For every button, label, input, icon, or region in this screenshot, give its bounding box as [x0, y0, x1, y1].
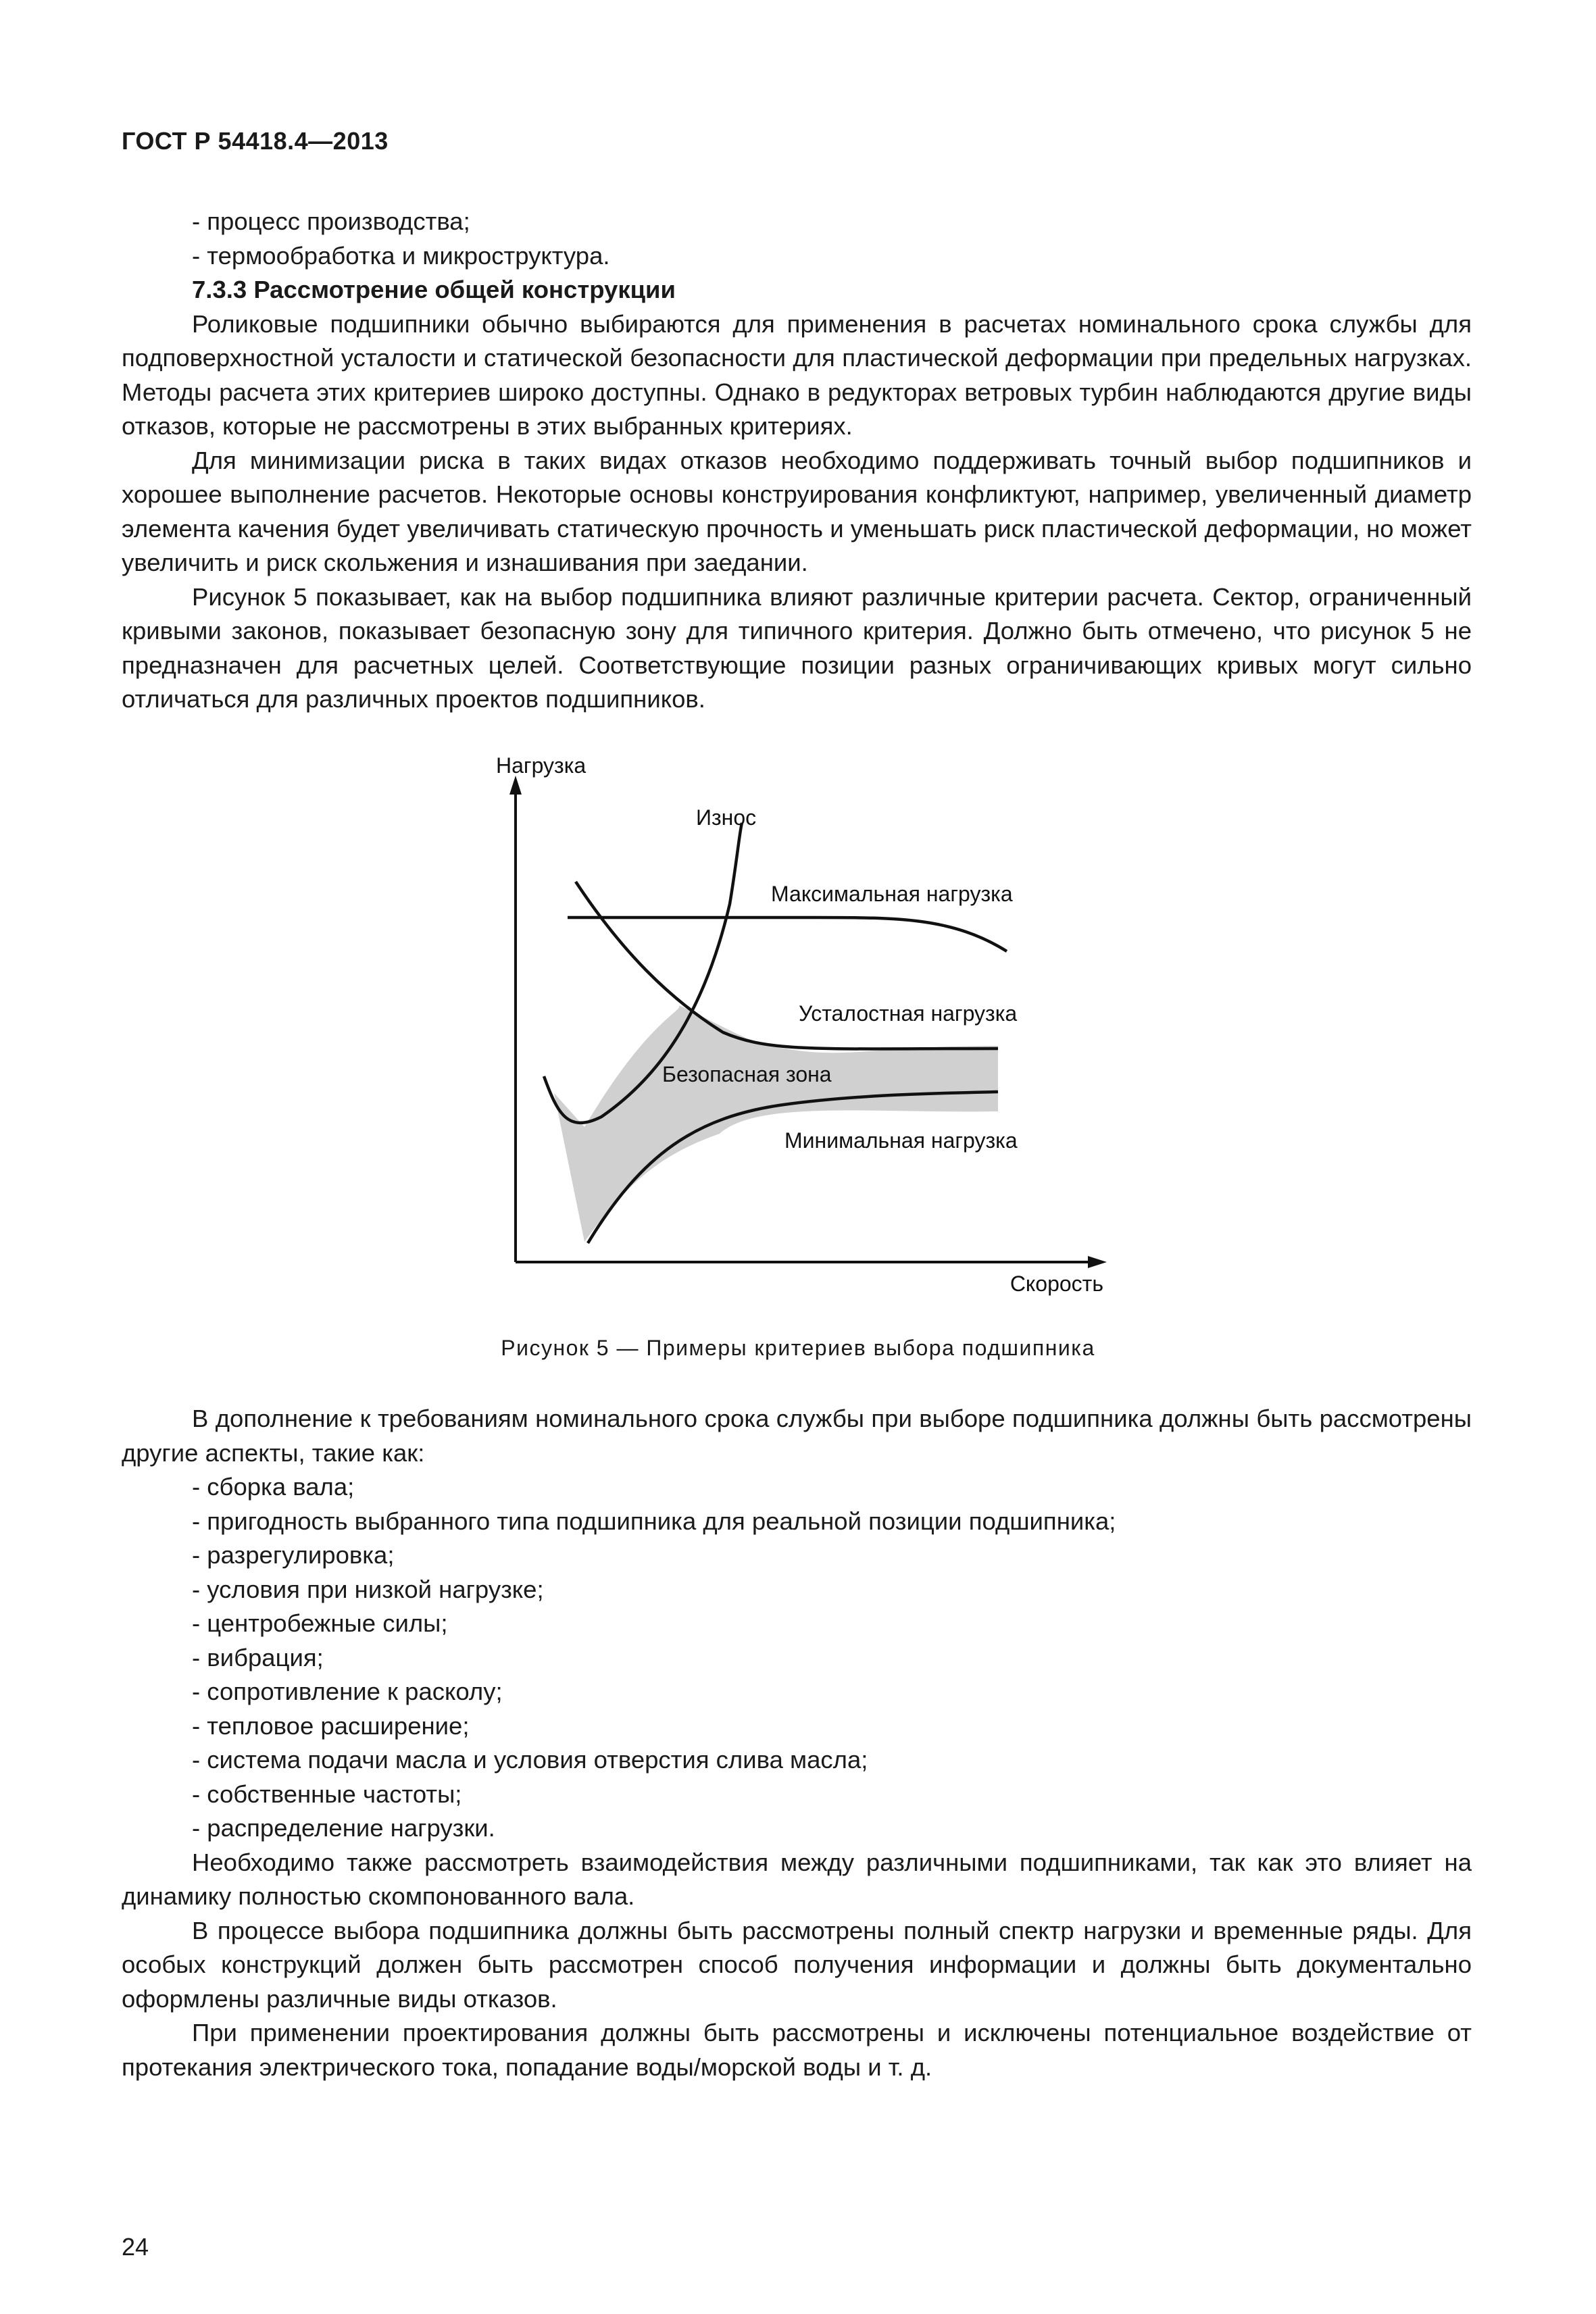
text-block-bottom — [122, 1402, 1472, 2084]
list-item: - центробежные силы; — [192, 1609, 448, 1637]
list-item: - условия при низкой нагрузке; — [192, 1575, 544, 1603]
list-item: - распределение нагрузки. — [192, 1814, 495, 1842]
fatigue-load-label: Усталостная нагрузка — [799, 1001, 1018, 1026]
safe-zone-label: Безопасная зона — [662, 1062, 832, 1086]
list-item: - термообработка и микроструктура. — [192, 241, 610, 270]
list-item: - вибрация; — [192, 1643, 324, 1671]
max-load-label: Максимальная нагрузка — [771, 882, 1013, 906]
max-load-curve — [568, 917, 1007, 951]
list-item: - сопротивление к расколу; — [192, 1678, 503, 1705]
figure-caption: Рисунок 5 — Примеры критериев выбора подшипника — [501, 1336, 1095, 1360]
paragraph: Роликовые подшипники обычно выбираются для применения в расчетах номинального срока службы для подповерхностной усталости и статической безопасности для пластической деформации при предельных нагрузках. Методы расчета этих критериев широко доступны. Однако в редукторах ветровых турбин наблюдаются другие виды отказов, которые не рассмотрены в этих выбранных критериях. — [122, 309, 1472, 440]
y-axis-label: Нагрузка — [496, 753, 587, 778]
list-item: - пригодность выбранного типа подшипника для реальной позиции подшипника; — [192, 1507, 1116, 1535]
figure-5 — [466, 749, 1128, 1303]
x-axis-label: Скорость — [1009, 1272, 1103, 1296]
paragraph: При применении проектирования должны быть рассмотрены и исключены потенциальное воздействие от протекания электрического тока, попадание воды/морской воды и т. д. — [122, 2019, 1472, 2081]
list-item: - разрегулировка; — [192, 1541, 395, 1569]
page-number: 24 — [122, 2233, 149, 2261]
list-item: - тепловое расширение; — [192, 1711, 470, 1740]
safe-zone-area — [554, 1005, 998, 1242]
x-axis-arrow — [1088, 1256, 1107, 1268]
list-item: - собственные частоты; — [192, 1780, 462, 1808]
list-item: - система подачи масла и условия отверстия слива масла; — [192, 1746, 868, 1774]
min-load-label: Минимальная нагрузка — [784, 1128, 1018, 1153]
paragraph: В дополнение к требованиям номинального срока службы при выборе подшипника должны быть рассмотрены другие аспекты, такие как: — [122, 1405, 1472, 1467]
wear-label: Износ — [696, 805, 757, 830]
list-item: - процесс производства; — [192, 207, 470, 235]
paragraph: Необходимо также рассмотреть взаимодействия между различными подшипниками, так как это влияет на динамику полностью скомпонованного вала. — [122, 1848, 1472, 1910]
y-axis-arrow — [509, 776, 522, 795]
paragraph: Рисунок 5 показывает, как на выбор подшипника влияют различные критерии расчета. Сектор, ограниченный кривыми законов, показывает безопасную зону для типичного критерия. Должно быть отмечено, что рисунок 5 не предназначен для расчетных целей. Соответствующие позиции разных ограничивающих кривых могут сильно отличаться для различных проектов подшипников. — [122, 582, 1472, 713]
text-block-top — [122, 205, 1472, 717]
list-item: - сборка вала; — [192, 1473, 355, 1501]
paragraph: Для минимизации риска в таких видах отказов необходимо поддерживать точный выбор подшипников и хорошее выполнение расчетов. Некоторые основы конструирования конфликтуют, например, увеличенный диаметр элемента качения будет увеличивать статическую прочность и уменьшать риск пластической деформации, но может увеличить и риск скольжения и изнашивания при заедании. — [122, 446, 1472, 576]
bearing-criteria-diagram — [466, 749, 1128, 1303]
paragraph: В процессе выбора подшипника должны быть рассмотрены полный спектр нагрузки и временные ряды. Для особых конструкций должен быть рассмотрен способ получения информации и должны быть документально оформлены различные виды отказов. — [122, 1916, 1472, 2013]
document-header: ГОСТ Р 54418.4—2013 — [122, 127, 389, 155]
section-heading: 7.3.3 Рассмотрение общей конструкции — [192, 276, 676, 303]
